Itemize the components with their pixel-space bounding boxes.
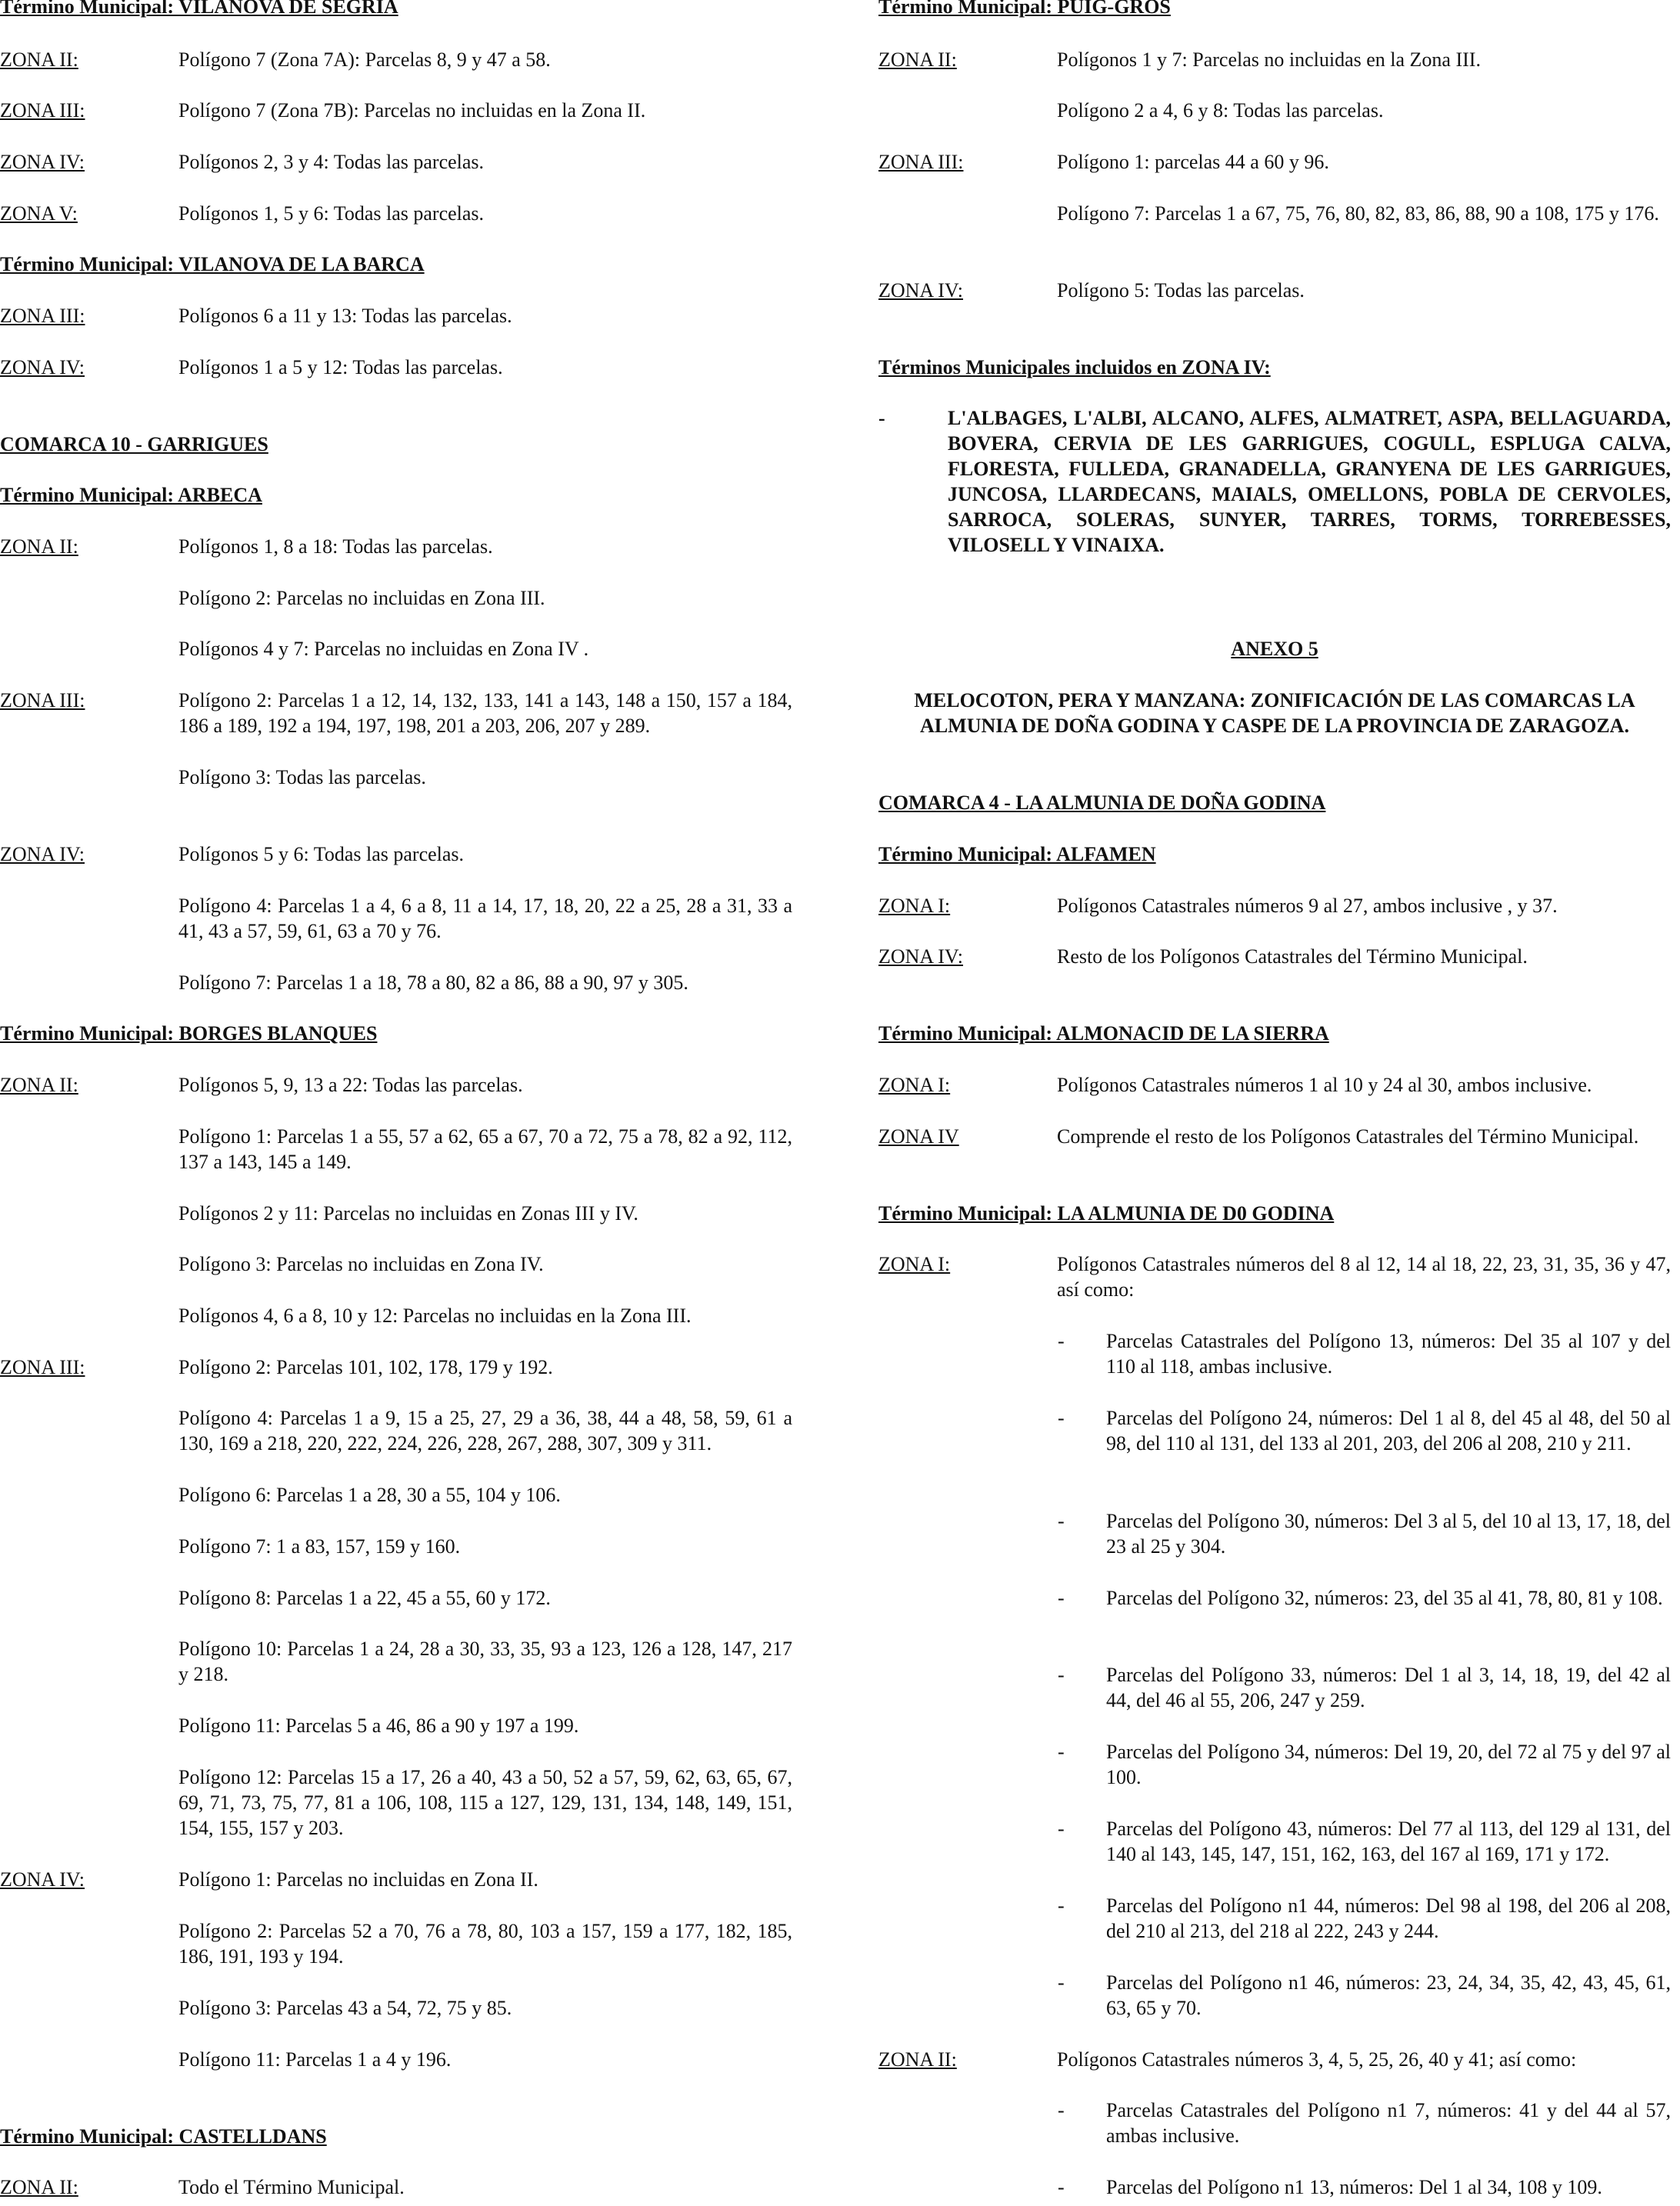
- zone-label: ZONA II:: [0, 535, 78, 558]
- parcel-item: Parcelas del Polígono n1 13, números: Del 1 al 34, 108 y 109.: [1106, 2176, 1602, 2198]
- zone-text: Polígono 2: Parcelas 52 a 70, 76 a 78, 80, 103 a 157, 159 a 177, 182, 185, 186, 191, 193 y 194.: [178, 1920, 792, 1968]
- zone-text: Polígonos 1 y 7: Parcelas no incluidas en la Zona III.: [1057, 48, 1481, 71]
- comarca-heading: COMARCA 10 - GARRIGUES: [0, 433, 268, 455]
- zone-text: Polígonos 2 y 11: Parcelas no incluidas en Zonas III y IV.: [178, 1202, 638, 1225]
- zone-text: Polígono 2: Parcelas no incluidas en Zona III.: [178, 587, 545, 609]
- heading-vilanova-segria: Término Municipal: VILANOVA DE SEGRIA: [0, 0, 398, 18]
- zone-label: ZONA I:: [878, 1074, 951, 1096]
- parcel-item: Parcelas del Polígono n1 44, números: Del 98 al 198, del 206 al 208, del 210 al 213, del 218 al 222, 243 y 244.: [1106, 1894, 1671, 1942]
- zone-text: Polígono 7: 1 a 83, 157, 159 y 160.: [178, 1535, 461, 1558]
- parcel-item: Parcelas Catastrales del Polígono 13, números: Del 35 al 107 y del 110 al 118, ambas inclusive.: [1106, 1330, 1671, 1378]
- zone-label: ZONA III:: [0, 1356, 85, 1378]
- zone-text: Polígonos 5, 9, 13 a 22: Todas las parcelas.: [178, 1074, 523, 1096]
- zone-label: ZONA II:: [0, 2176, 78, 2198]
- zone-text: Polígono 3: Parcelas 43 a 54, 72, 75 y 85.: [178, 1997, 512, 2019]
- zone-label: ZONA IV:: [0, 356, 85, 378]
- list-dash: -: [1058, 1741, 1065, 1763]
- parcel-item: Parcelas del Polígono 43, números: Del 77 al 113, del 129 al 131, del 140 al 143, 145, 147, 151, 162, 163, del 167 al 169, 171 y 172.: [1106, 1818, 1671, 1865]
- zone-text: Polígonos Catastrales números 3, 4, 5, 25, 26, 40 y 41; así como:: [1057, 2048, 1577, 2071]
- parcel-item: Parcelas del Polígono 30, números: Del 3 al 5, del 10 al 13, 17, 18, del 23 al 25 y 304.: [1106, 1510, 1671, 1558]
- zone-text: Polígono 7 (Zona 7A): Parcelas 8, 9 y 47 a 58.: [178, 48, 551, 71]
- zone-text: Polígono 12: Parcelas 15 a 17, 26 a 40, 43 a 50, 52 a 57, 59, 62, 63, 65, 67, 69, 71, 73, 75, 77, 81 a 106, 108, 115 a 127, 129, 131, 134, 148, 149, 151, 154, 155, 157 y 203.: [178, 1766, 792, 1839]
- zone-text: Polígono 7: Parcelas 1 a 67, 75, 76, 80, 82, 83, 86, 88, 90 a 108, 175 y 176.: [1057, 202, 1659, 225]
- zone-text: Polígonos 1 a 5 y 12: Todas las parcelas.: [178, 356, 503, 378]
- zone-label: ZONA III:: [0, 305, 85, 327]
- zone-text: Resto de los Polígonos Catastrales del Término Municipal.: [1057, 945, 1528, 968]
- zone-label: ZONA IV: [878, 1125, 959, 1148]
- zona-iv-municipalities-list: L'ALBAGES, L'ALBI, ALCANO, ALFES, ALMATRET, ASPA, BELLAGUARDA, BOVERA, CERVIA DE LES GARRIGUES, COGULL, ESPLUGA CALVA, FLORESTA, FULLEDA, GRANADELLA, GRANYENA DE LES GARRIGUES, JUNCOSA, LLARDECANS, MAIALS, OMELLONS, POBLA DE CERVOLES, SARROCA, SOLERAS, SUNYER, TARRES, TORMS, TORREBESSES, VILOSELL Y VINAIXA.: [948, 407, 1671, 556]
- zone-label: ZONA II:: [0, 48, 78, 71]
- annex-subtitle: MELOCOTON, PERA Y MANZANA: ZONIFICACIÓN DE LAS COMARCAS LA ALMUNIA DE DOÑA GODINA Y CASPE DE LA PROVINCIA DE ZARAGOZA.: [914, 689, 1635, 737]
- heading-vilanova-barca: Término Municipal: VILANOVA DE LA BARCA: [0, 253, 425, 275]
- annex-title: ANEXO 5: [1231, 638, 1318, 660]
- list-dash: -: [1058, 1894, 1065, 1917]
- zone-text: Polígono 5: Todas las parcelas.: [1057, 279, 1305, 302]
- list-dash: -: [1058, 1510, 1065, 1532]
- zone-text: Polígonos 1, 8 a 18: Todas las parcelas.: [178, 535, 493, 558]
- zone-text: Polígono 10: Parcelas 1 a 24, 28 a 30, 33, 35, 93 a 123, 126 a 128, 147, 217 y 218.: [178, 1638, 792, 1685]
- zone-label: ZONA I:: [878, 895, 951, 917]
- zone-text: Polígonos Catastrales números del 8 al 12, 14 al 18, 22, 23, 31, 35, 36 y 47, así como:: [1057, 1253, 1671, 1301]
- heading-zona-iv-municipalities: Términos Municipales incluidos en ZONA IV:: [878, 356, 1271, 378]
- parcel-item: Parcelas del Polígono 34, números: Del 19, 20, del 72 al 75 y del 97 al 100.: [1106, 1741, 1671, 1788]
- heading-almonacid: Término Municipal: ALMONACID DE LA SIERRA: [878, 1022, 1329, 1045]
- zone-label: ZONA II:: [0, 1074, 78, 1096]
- zone-label: ZONA II:: [878, 48, 957, 71]
- heading-castelldans: Término Municipal: CASTELLDANS: [0, 2125, 327, 2148]
- list-dash: -: [1058, 2099, 1065, 2121]
- list-dash: -: [1058, 1818, 1065, 1840]
- heading-arbeca: Término Municipal: ARBECA: [0, 484, 262, 506]
- zone-label: ZONA III:: [878, 151, 964, 173]
- zone-text: Polígono 1: parcelas 44 a 60 y 96.: [1057, 151, 1329, 173]
- zone-text: Polígono 7 (Zona 7B): Parcelas no incluidas en la Zona II.: [178, 99, 646, 122]
- heading-borges: Término Municipal: BORGES BLANQUES: [0, 1022, 378, 1045]
- zone-text: Polígono 3: Todas las parcelas.: [178, 766, 426, 788]
- zone-text: Comprende el resto de los Polígonos Catastrales del Término Municipal.: [1057, 1125, 1639, 1148]
- zone-text: Polígono 4: Parcelas 1 a 4, 6 a 8, 11 a 14, 17, 18, 20, 22 a 25, 28 a 31, 33 a 41, 43 a 57, 59, 61, 63 a 70 y 76.: [178, 895, 792, 942]
- zone-text: Polígonos Catastrales números 1 al 10 y 24 al 30, ambos inclusive.: [1057, 1074, 1592, 1096]
- zone-text: Polígono 1: Parcelas 1 a 55, 57 a 62, 65 a 67, 70 a 72, 75 a 78, 82 a 92, 112, 137 a 143, 145 a 149.: [178, 1125, 792, 1173]
- zone-text: Todo el Término Municipal.: [178, 2176, 405, 2198]
- parcel-item: Parcelas del Polígono 24, números: Del 1 al 8, del 45 al 48, del 50 al 98, del 110 al 131, del 133 al 201, 203, del 206 al 208, 210 y 211.: [1106, 1407, 1671, 1455]
- zone-text: Polígonos 4 y 7: Parcelas no incluidas en Zona IV .: [178, 638, 589, 660]
- parcel-item: Parcelas del Polígono n1 46, números: 23, 24, 34, 35, 42, 43, 45, 61, 63, 65 y 70.: [1106, 1971, 1671, 2019]
- zone-label: ZONA IV:: [878, 279, 964, 302]
- zone-label: ZONA IV:: [0, 843, 85, 865]
- zone-label: ZONA IV:: [0, 151, 85, 173]
- heading-almunia: Término Municipal: LA ALMUNIA DE D0 GODINA: [878, 1202, 1335, 1225]
- list-dash: -: [878, 407, 885, 429]
- parcel-item: Parcelas Catastrales del Polígono n1 7, números: 41 y del 44 al 57, ambas inclusive.: [1106, 2099, 1671, 2147]
- zone-text: Polígono 4: Parcelas 1 a 9, 15 a 25, 27, 29 a 36, 38, 44 a 48, 58, 59, 61 a 130, 169 a 218, 220, 222, 224, 226, 228, 267, 288, 307, 309 y 311.: [178, 1407, 792, 1455]
- zone-text: Polígono 11: Parcelas 1 a 4 y 196.: [178, 2048, 452, 2071]
- zone-label: ZONA IV:: [878, 945, 964, 968]
- list-dash: -: [1058, 1971, 1065, 1994]
- zone-label: ZONA IV:: [0, 1868, 85, 1891]
- zone-text: Polígono 1: Parcelas no incluidas en Zona II.: [178, 1868, 538, 1891]
- zone-text: Polígonos 1, 5 y 6: Todas las parcelas.: [178, 202, 485, 225]
- list-dash: -: [1058, 2176, 1065, 2198]
- zone-text: Polígono 2: Parcelas 1 a 12, 14, 132, 133, 141 a 143, 148 a 150, 157 a 184, 186 a 189, 192 a 194, 197, 198, 201 a 203, 206, 207 y 289.: [178, 689, 792, 737]
- list-dash: -: [1058, 1330, 1065, 1352]
- zone-text: Polígonos 5 y 6: Todas las parcelas.: [178, 843, 465, 865]
- zone-label: ZONA III:: [0, 689, 85, 711]
- zone-text: Polígonos 4, 6 a 8, 10 y 12: Parcelas no incluidas en la Zona III.: [178, 1305, 692, 1327]
- zone-label: ZONA II:: [878, 2048, 957, 2071]
- list-dash: -: [1058, 1587, 1065, 1609]
- parcel-item: Parcelas del Polígono 33, números: Del 1 al 3, 14, 18, 19, del 42 al 44, del 46 al 55, 206, 247 y 259.: [1106, 1664, 1671, 1711]
- zone-text: Polígonos 2, 3 y 4: Todas las parcelas.: [178, 151, 485, 173]
- zone-text: Polígono 8: Parcelas 1 a 22, 45 a 55, 60 y 172.: [178, 1587, 551, 1609]
- zone-text: Polígonos Catastrales números 9 al 27, ambos inclusive , y 37.: [1057, 895, 1558, 917]
- heading-alfamen: Término Municipal: ALFAMEN: [878, 843, 1156, 865]
- zone-text: Polígono 2: Parcelas 101, 102, 178, 179 y 192.: [178, 1356, 553, 1378]
- parcel-item: Parcelas del Polígono 32, números: 23, del 35 al 41, 78, 80, 81 y 108.: [1106, 1587, 1663, 1609]
- heading-puig-gros: Término Municipal: PUIG-GROS: [878, 0, 1171, 18]
- zone-text: Polígono 11: Parcelas 5 a 46, 86 a 90 y 197 a 199.: [178, 1714, 579, 1737]
- comarca4-heading: COMARCA 4 - LA ALMUNIA DE DOÑA GODINA: [878, 791, 1326, 814]
- zone-text: Polígono 6: Parcelas 1 a 28, 30 a 55, 104 y 106.: [178, 1484, 561, 1506]
- zone-label: ZONA V:: [0, 202, 78, 225]
- zone-text: Polígonos 6 a 11 y 13: Todas las parcelas.: [178, 305, 512, 327]
- list-dash: -: [1058, 1664, 1065, 1686]
- zone-label: ZONA I:: [878, 1253, 951, 1275]
- zone-text: Polígono 3: Parcelas no incluidas en Zona IV.: [178, 1253, 544, 1275]
- zone-label: ZONA III:: [0, 99, 85, 122]
- list-dash: -: [1058, 1407, 1065, 1429]
- zone-text: Polígono 7: Parcelas 1 a 18, 78 a 80, 82 a 86, 88 a 90, 97 y 305.: [178, 971, 688, 994]
- zone-text: Polígono 2 a 4, 6 y 8: Todas las parcelas.: [1057, 99, 1384, 122]
